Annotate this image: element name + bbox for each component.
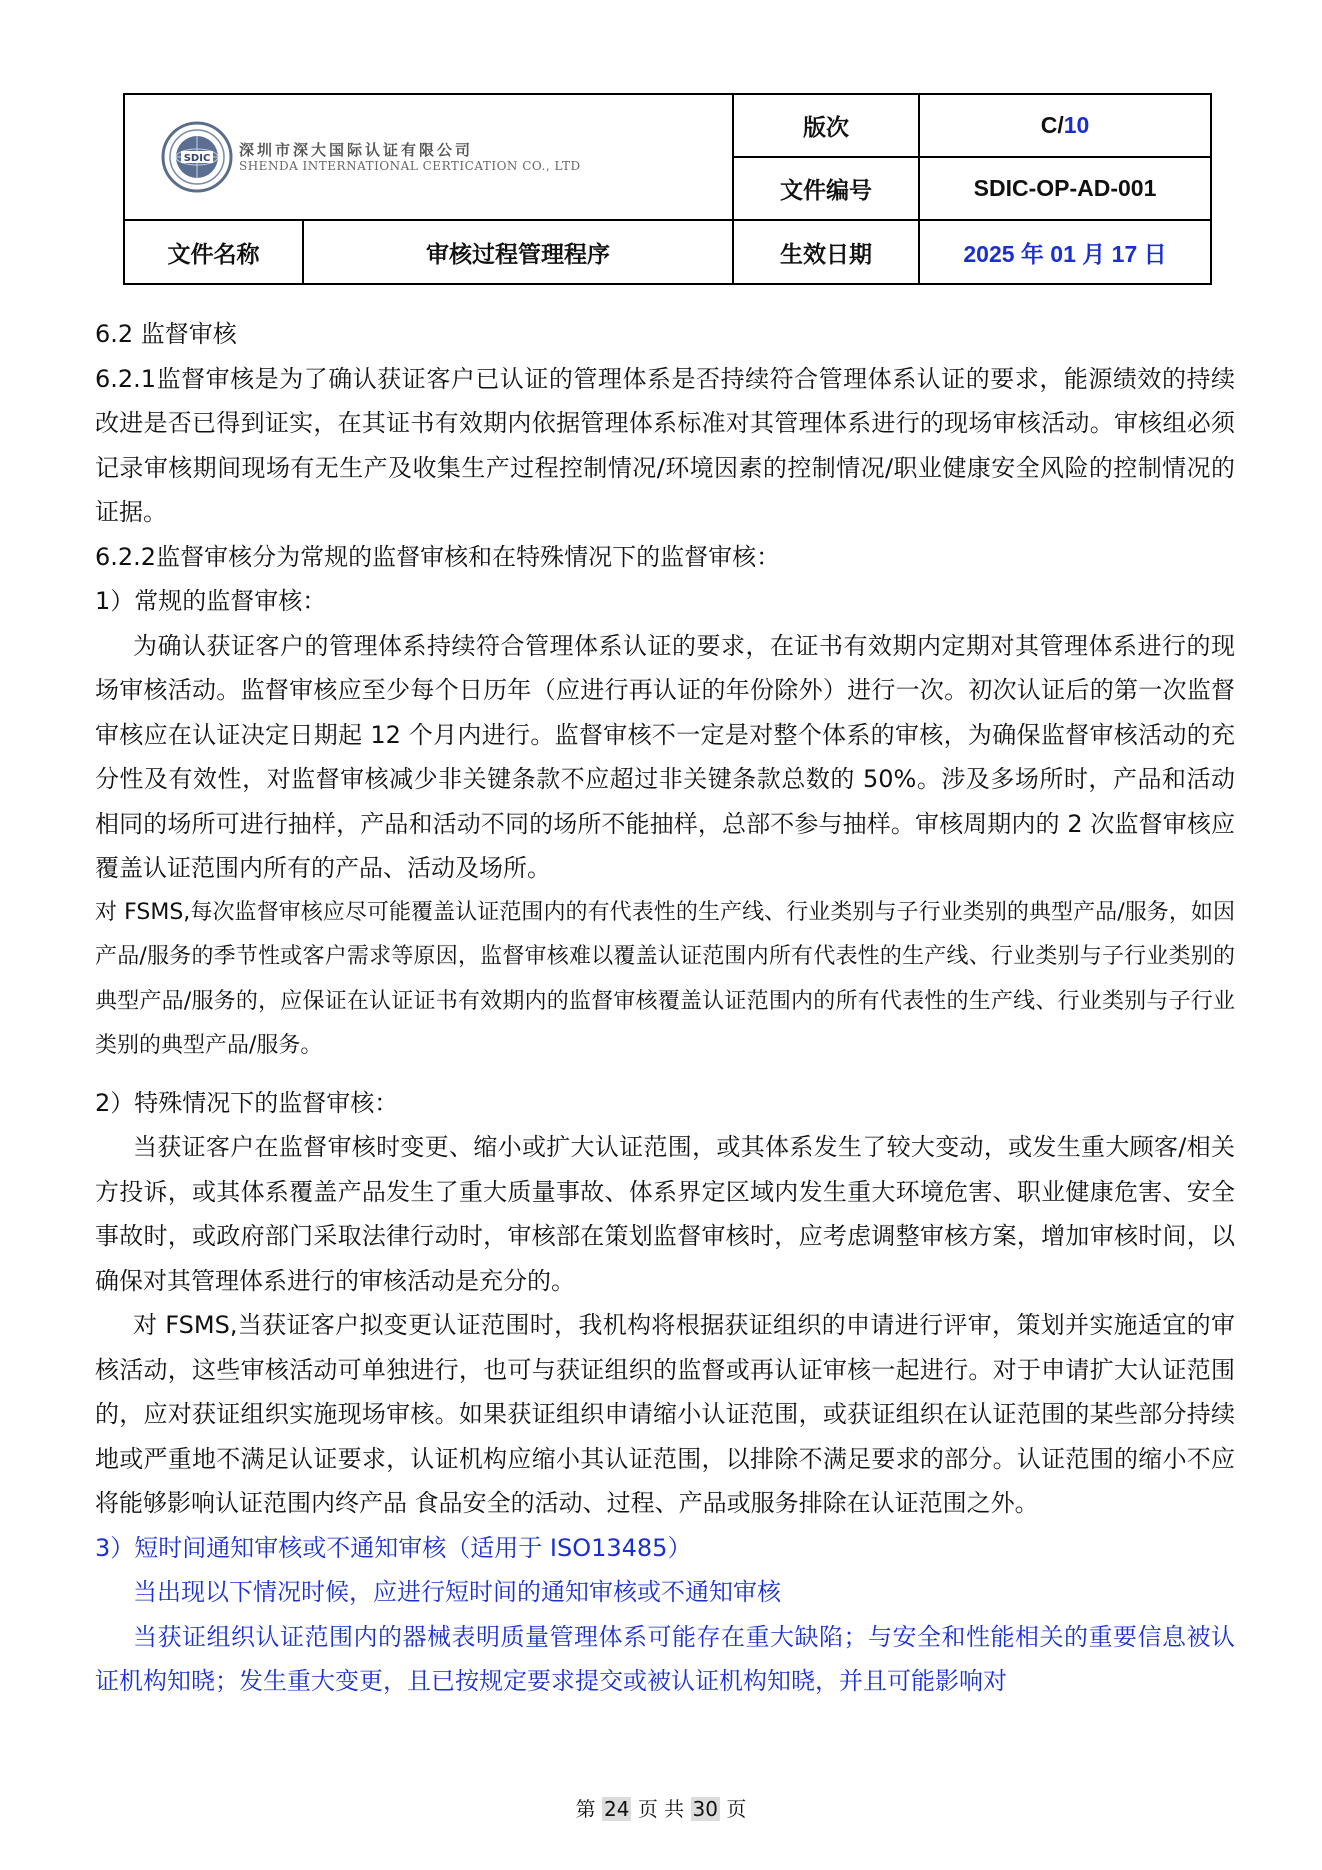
doc-no-value: SDIC-OP-AD-001 — [919, 157, 1211, 220]
doc-name-value: 审核过程管理程序 — [303, 220, 733, 284]
doc-name-label: 文件名称 — [124, 220, 303, 284]
paragraph-6-2-1: 6.2.1监督审核是为了确认获证客户已认证的管理体系是否持续符合管理体系认证的要求，能源绩效的持续改进是否已得到证实，在其证书有效期内依据管理体系标准对其管理体系进行的现场审核活动。审核组必须记录审核期间现场有无生产及收集生产过程控制情况/环境因素的控制情况/职业健康安全风险的控制情况的证据。 — [95, 364, 1235, 526]
section-heading-6-2: 6.2 监督审核 — [95, 320, 237, 348]
footer-prefix: 第 — [575, 1797, 596, 1821]
doc-no-label: 文件编号 — [733, 157, 919, 220]
item3-paragraph-1: 当出现以下情况时候，应进行短时间的通知审核或不通知审核 — [133, 1578, 781, 1606]
item2-paragraph-2: 对 FSMS,当获证客户拟变更认证范围时，我机构将根据获证组织的申请进行评审，策划并实施适宜的审核活动，这些审核活动可单独进行，也可与获证组织的监督或再认证审核一起进行。对于申请扩大认证范围的，应对获证组织实施现场审核。如果获证组织申请缩小认证范围，或获证组织在认证范围的某些部分持续地或严重地不满足认证要求，认证机构应缩小其认证范围，以排除不满足要求的部分。认证范围的缩小不应将能够影响认证范围内终产品 食品安全的活动、过程、产品或服务排除在认证范围之外。 — [95, 1311, 1235, 1517]
company-name-en: SHENDA INTERNATIONAL CERTICATION CO., LTD — [239, 158, 581, 173]
item2-paragraph-1: 当获证客户在监督审核时变更、缩小或扩大认证范围，或其体系发生了较大变动，或发生重大顾客/相关方投诉，或其体系覆盖产品发生了重大质量事故、体系界定区域内发生重大环境危害、职业健康危害、安全事故时，或政府部门采取法律行动时，审核部在策划监督审核时，应考虑调整审核方案，增加审核时间，以确保对其管理体系进行的审核活动是充分的。 — [95, 1133, 1235, 1295]
sdic-logo-icon — [161, 121, 233, 193]
page-footer — [0, 1793, 1322, 1822]
document-body — [95, 312, 1235, 1704]
company-name-cn: 深圳市深大国际认证有限公司 — [239, 140, 474, 159]
item1-title: 1）常规的监督审核： — [95, 587, 327, 615]
current-page-number: 24 — [604, 1797, 630, 1821]
footer-suffix: 页 — [726, 1797, 747, 1821]
effective-date-value: 2025 年 01 月 17 日 — [919, 220, 1211, 284]
paragraph-6-2-2: 6.2.2监督审核分为常规的监督审核和在特殊情况下的监督审核： — [95, 542, 781, 571]
item1-paragraph-2: 对 FSMS,每次监督审核应尽可能覆盖认证范围内的有代表性的生产线、行业类别与子行业类别的典型产品/服务，如因产品/服务的季节性或客户需求等原因，监督审核难以覆盖认证范围内所有代表性的生产线、行业类别与子行业类别的典型产品/服务的，应保证在认证证书有效期内的监督审核覆盖认证范围内的所有代表性的生产线、行业类别与子行业类别的典型产品/服务。 — [95, 899, 1235, 1058]
footer-middle: 页 共 — [637, 1797, 685, 1821]
item3-title: 3）短时间通知审核或不通知审核（适用于 ISO13485） — [95, 1533, 692, 1562]
company-logo-cell — [124, 94, 733, 220]
total-pages-number: 30 — [692, 1797, 718, 1821]
document-header-table — [123, 93, 1212, 285]
effective-date-label: 生效日期 — [733, 220, 919, 284]
version-prefix: C/ — [1040, 112, 1064, 138]
logo-text: SDIC — [183, 153, 211, 164]
version-number: 10 — [1063, 112, 1090, 138]
item3-paragraph-2: 当获证组织认证范围内的器械表明质量管理体系可能存在重大缺陷；与安全和性能相关的重要信息被认证机构知晓；发生重大变更，且已按规定要求提交或被认证机构知晓，并且可能影响对 — [95, 1622, 1235, 1695]
item2-title: 2）特殊情况下的监督审核： — [95, 1088, 399, 1117]
version-label: 版次 — [733, 94, 919, 157]
version-value — [919, 94, 1211, 157]
item1-paragraph-1: 为确认获证客户的管理体系持续符合管理体系认证的要求，在证书有效期内定期对其管理体系进行的现场审核活动。监督审核应至少每个日历年（应进行再认证的年份除外）进行一次。初次认证后的第一次监督审核应在认证决定日期起 12 个月内进行。监督审核不一定是对整个体系的审核，为确保监督审核活动的充分性及有效性，对监督审核减少非关键条款不应超过非关键条款总数的 50%。涉及多场所时，产品和活动相同的场所可进行抽样，产品和活动不同的场所不能抽样，总部不参与抽样。审核周期内的 2 次监督审核应覆盖认证范围内所有的产品、活动及场所。 — [95, 631, 1235, 882]
